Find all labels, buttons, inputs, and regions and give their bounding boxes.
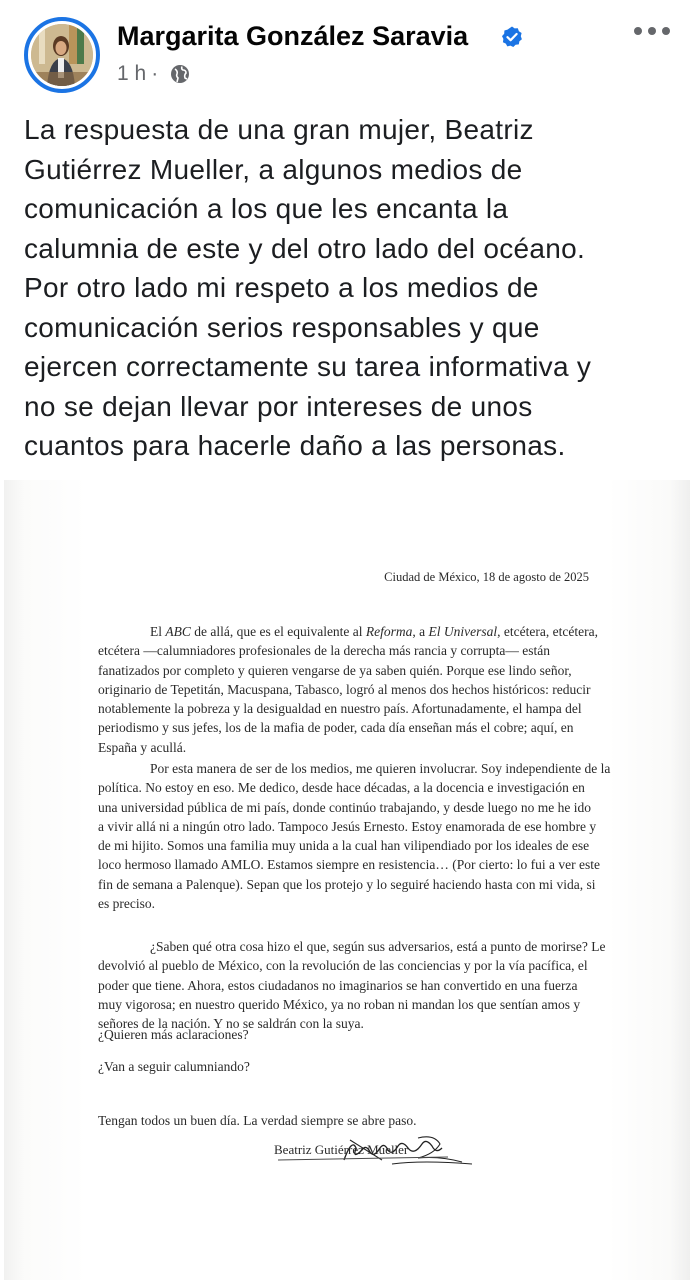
letter-closing: Tengan todos un buen día. La verdad siempre se abre paso. xyxy=(98,1113,417,1128)
letter-line: a vivir allá ni a ningún otro lado. Tampoco Jesús Ernesto. Estoy enamorada de ese hombre y xyxy=(98,818,597,834)
letter-signer: Beatriz Gutiérrez Mueller xyxy=(274,1142,409,1157)
verified-badge-icon xyxy=(500,25,524,49)
letter-line: El ABC de allá, que es el equivalente al Reforma, a El Universal, etcétera, etcétera, xyxy=(150,624,598,639)
letter-paragraph-1 xyxy=(98,622,598,757)
author-name[interactable]: Margarita González Saravia xyxy=(117,21,469,51)
letter-line: de mi hijito. Somos una familia muy unida a la cual han vilipendiado por los ideales de ese xyxy=(98,838,590,854)
avatar[interactable] xyxy=(24,17,100,93)
post-text-line: Por otro lado mi respeto a los medios de xyxy=(24,272,539,303)
letter-paragraph-3 xyxy=(98,937,606,1033)
letter-line: España y acullá. xyxy=(98,739,187,755)
letter-line: política. No estoy en eso. Me dedico, desde hace décadas, a la docencia e investigación en xyxy=(98,780,585,796)
globe-icon xyxy=(169,63,191,85)
post-text-line: La respuesta de una gran mujer, Beatriz xyxy=(24,114,534,145)
post-text-line: ejercen correctamente su tarea informativa y xyxy=(24,351,592,382)
letter-line: ¿Saben qué otra cosa hizo el que, según sus adversarios, está a punto de morirse? Le xyxy=(150,939,606,954)
letter-line: Por esta manera de ser de los medios, me quieren involucrar. Soy independiente de la xyxy=(150,761,611,776)
avatar-photo xyxy=(31,24,93,86)
post-meta xyxy=(117,62,163,86)
more-dot-icon xyxy=(662,27,670,35)
letter-line: fanatizados por completo y quieren vengarse de ya saben quién. Porque ese lindo señor, xyxy=(98,662,572,678)
post-text-line: calumnia de este y del otro lado del océano. xyxy=(24,232,586,264)
letter-line: originario de Tepetitán, Macuspana, Tabasco, logró al menos dos hechos históricos: reducir xyxy=(98,681,591,697)
letter-line: es preciso. xyxy=(98,896,155,912)
letter-line: notablemente la pobreza y la desigualdad en nuestro país. Afortunadamente, el hampa del xyxy=(98,701,582,717)
post-text-line: cuantos para hacerle daño a las personas. xyxy=(24,430,566,461)
letter-line: una universidad pública de mi país, donde continúo trabajando, y desde luego no me he ido xyxy=(98,799,592,815)
post-text-line: comunicación a los que les encanta la xyxy=(24,193,509,224)
letter-line: fin de semana a Palenque). Sepan que los protejo y lo seguiré haciendo hasta con mi vida, si xyxy=(98,876,596,892)
post-text-line: comunicación serios responsables y que xyxy=(24,311,540,343)
more-options-button[interactable] xyxy=(628,14,676,48)
post-header xyxy=(0,0,690,100)
more-dot-icon xyxy=(634,27,642,35)
letter-line: muy vigorosa; en nuestro querido México, ya no roban ni mandan los que sentían amos y xyxy=(98,996,581,1012)
letter-question-2: ¿Van a seguir calumniando? xyxy=(98,1059,250,1074)
post-time[interactable]: 1 h xyxy=(117,62,147,85)
letter-line: devolvió al pueblo de México, con la revolución de las conciencias y por la vía pacífica, el xyxy=(98,958,588,974)
post-text xyxy=(24,110,674,466)
letter-date: Ciudad de México, 18 de agosto de 2025 xyxy=(384,570,589,584)
post-text-line: Gutiérrez Mueller, a algunos medios de xyxy=(24,153,523,185)
letter-line: etcétera —calumniadores profesionales de la derecha más rancia y corrupta— están xyxy=(98,643,551,659)
letter-line: loco hermoso llamado AMLO. Estamos siempre en resistencia… (Por cierto: lo fui a ver este xyxy=(98,857,600,873)
letter-image[interactable] xyxy=(4,480,690,1280)
more-dot-icon xyxy=(648,27,656,35)
letter-line: señores de la nación. Y no se saldrán con la suya. xyxy=(98,1016,364,1032)
meta-separator: · xyxy=(151,62,159,85)
post-text-line: no se dejan llevar por intereses de unos xyxy=(24,390,533,422)
letter-line: periodismo y sus jefes, los de la mafia de poder, cada día enseñan más el cobre; aquí, en xyxy=(98,720,574,736)
letter-line: poder que tiene. Ahora, estos ciudadanos no imaginarios se han convertido en una fuerza xyxy=(98,977,578,993)
letter-paragraph-2 xyxy=(98,759,611,913)
letter-question-1: ¿Quieren más aclaraciones? xyxy=(98,1027,249,1042)
